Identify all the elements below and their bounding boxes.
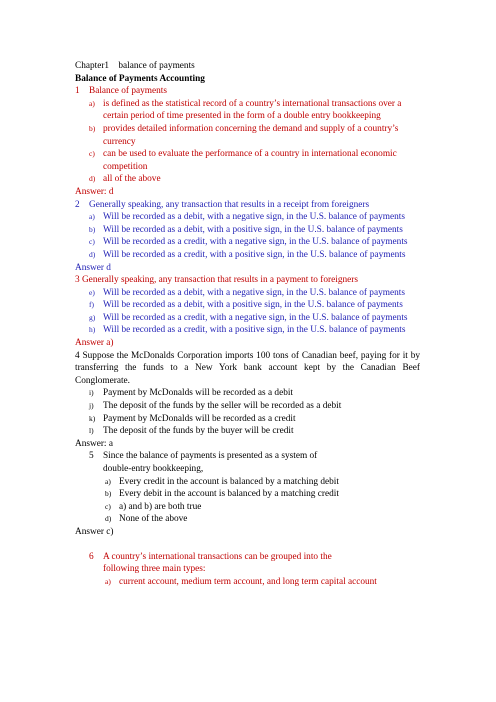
option-label: k) bbox=[89, 413, 96, 423]
option bbox=[75, 513, 420, 526]
option bbox=[75, 249, 420, 262]
option-text: a) and b) are both true bbox=[119, 501, 202, 512]
option bbox=[75, 387, 420, 400]
option-text: Will be recorded as a debit, with a negative sign, in the U.S. balance of payments bbox=[103, 287, 405, 298]
option bbox=[75, 312, 420, 325]
option-label: j) bbox=[89, 401, 94, 411]
option-text: Will be recorded as a credit, with a negative sign, in the U.S. balance of payments bbox=[103, 312, 408, 323]
option-text: The deposit of the funds by the buyer will be credit bbox=[103, 426, 294, 437]
option-label: b) bbox=[89, 123, 96, 133]
question-number: 5 bbox=[89, 451, 94, 462]
option-text: Payment by McDonalds will be recorded as a debit bbox=[103, 388, 294, 399]
option-label: d) bbox=[89, 174, 96, 184]
option bbox=[75, 501, 420, 514]
option bbox=[75, 476, 420, 489]
document-page bbox=[75, 60, 420, 588]
question-1 bbox=[75, 85, 420, 98]
option-label: d) bbox=[89, 249, 96, 259]
answer-text: Answer: a bbox=[75, 438, 113, 449]
option bbox=[75, 299, 420, 312]
option-label: c) bbox=[105, 501, 111, 511]
option-label: c) bbox=[89, 237, 95, 247]
option-text: provides detailed information concerning the demand and supply of a country’s currency bbox=[103, 123, 399, 147]
answer-text: Answer d bbox=[75, 262, 111, 273]
option-label: d) bbox=[105, 514, 112, 524]
answer-text: Answer: d bbox=[75, 186, 114, 197]
option-text: Every credit in the account is balanced by a matching debit bbox=[119, 476, 339, 487]
chapter-header: Chapter1 balance of payments bbox=[75, 61, 195, 71]
option-text: Will be recorded as a credit, with a negative sign, in the U.S. balance of payments bbox=[103, 237, 408, 248]
option-label: a) bbox=[105, 476, 111, 486]
option-label: h) bbox=[89, 325, 96, 335]
question-text: Balance of payments bbox=[89, 86, 167, 97]
option-label: i) bbox=[89, 388, 94, 398]
answer-text: Answer c) bbox=[75, 526, 114, 537]
option-label: c) bbox=[89, 149, 95, 159]
option bbox=[75, 400, 420, 413]
question-6 bbox=[75, 551, 420, 576]
option bbox=[75, 123, 420, 148]
option-text: Will be recorded as a credit, with a positive sign, in the U.S. balance of payments bbox=[103, 325, 406, 336]
option-text: Will be recorded as a debit, with a positive sign, in the U.S. balance of payments bbox=[103, 300, 403, 311]
option-text: Will be recorded as a debit, with a negative sign, in the U.S. balance of payments bbox=[103, 212, 405, 223]
question-text: Generally speaking, any transaction that results in a receipt from foreigners bbox=[89, 199, 370, 210]
option-label: a) bbox=[89, 212, 95, 222]
option-text: Will be recorded as a credit, with a positive sign, in the U.S. balance of payments bbox=[103, 249, 406, 260]
option bbox=[75, 236, 420, 249]
option-label: l) bbox=[89, 426, 94, 436]
option-label: f) bbox=[89, 300, 94, 310]
spacer bbox=[75, 539, 420, 551]
question-number: 1 bbox=[75, 86, 80, 97]
answer-text: Answer a) bbox=[75, 338, 114, 349]
option-label: b) bbox=[89, 224, 96, 234]
question-4-text: 4 Suppose the McDonalds Corporation imports 100 tons of Canadian beef, paying for it by transferring the funds to a New York bank account kept by the Canadian Beef Conglomerate. bbox=[75, 350, 420, 386]
question-text: Since the balance of payments is presented as a system of double-entry bookkeeping, bbox=[103, 451, 318, 474]
option-text: Will be recorded as a debit, with a positive sign, in the U.S. balance of payments bbox=[103, 224, 403, 235]
option bbox=[75, 488, 420, 501]
option bbox=[75, 173, 420, 186]
option bbox=[75, 98, 420, 123]
option-label: a) bbox=[89, 98, 95, 108]
option-text: is defined as the statistical record of a country’s international transactions over a certain period of time presented in the form of a double entry bookkeeping bbox=[103, 98, 402, 122]
question-3-text: 3 Generally speaking, any transaction that results in a payment to foreigners bbox=[75, 275, 358, 286]
option bbox=[75, 224, 420, 237]
option-label: e) bbox=[89, 287, 95, 297]
section-title: Balance of Payments Accounting bbox=[75, 73, 205, 84]
option bbox=[75, 148, 420, 173]
option-text: Every debit in the account is balanced by a matching credit bbox=[119, 489, 339, 500]
question-number: 2 bbox=[75, 199, 80, 210]
question-5 bbox=[75, 450, 420, 475]
option-label: b) bbox=[105, 489, 112, 499]
option-text: can be used to evaluate the performance of a country in international economic competition bbox=[103, 149, 397, 172]
option-text: current account, medium term account, and long term capital account bbox=[119, 576, 377, 587]
option-label: a) bbox=[105, 576, 111, 586]
option-text: all of the above bbox=[103, 174, 161, 185]
option bbox=[75, 324, 420, 337]
option bbox=[75, 287, 420, 300]
question-text: A country’s international transactions can be grouped into the following three main types: bbox=[103, 551, 332, 575]
question-2 bbox=[75, 199, 420, 212]
option-text: Payment by McDonalds will be recorded as a credit bbox=[103, 413, 296, 424]
option-text: None of the above bbox=[119, 514, 188, 525]
question-number: 6 bbox=[89, 551, 94, 562]
option-label: g) bbox=[89, 312, 96, 322]
option bbox=[75, 211, 420, 224]
option bbox=[75, 413, 420, 426]
option bbox=[75, 425, 420, 438]
option-text: The deposit of the funds by the seller will be recorded as a debit bbox=[103, 401, 342, 412]
option bbox=[75, 576, 420, 589]
